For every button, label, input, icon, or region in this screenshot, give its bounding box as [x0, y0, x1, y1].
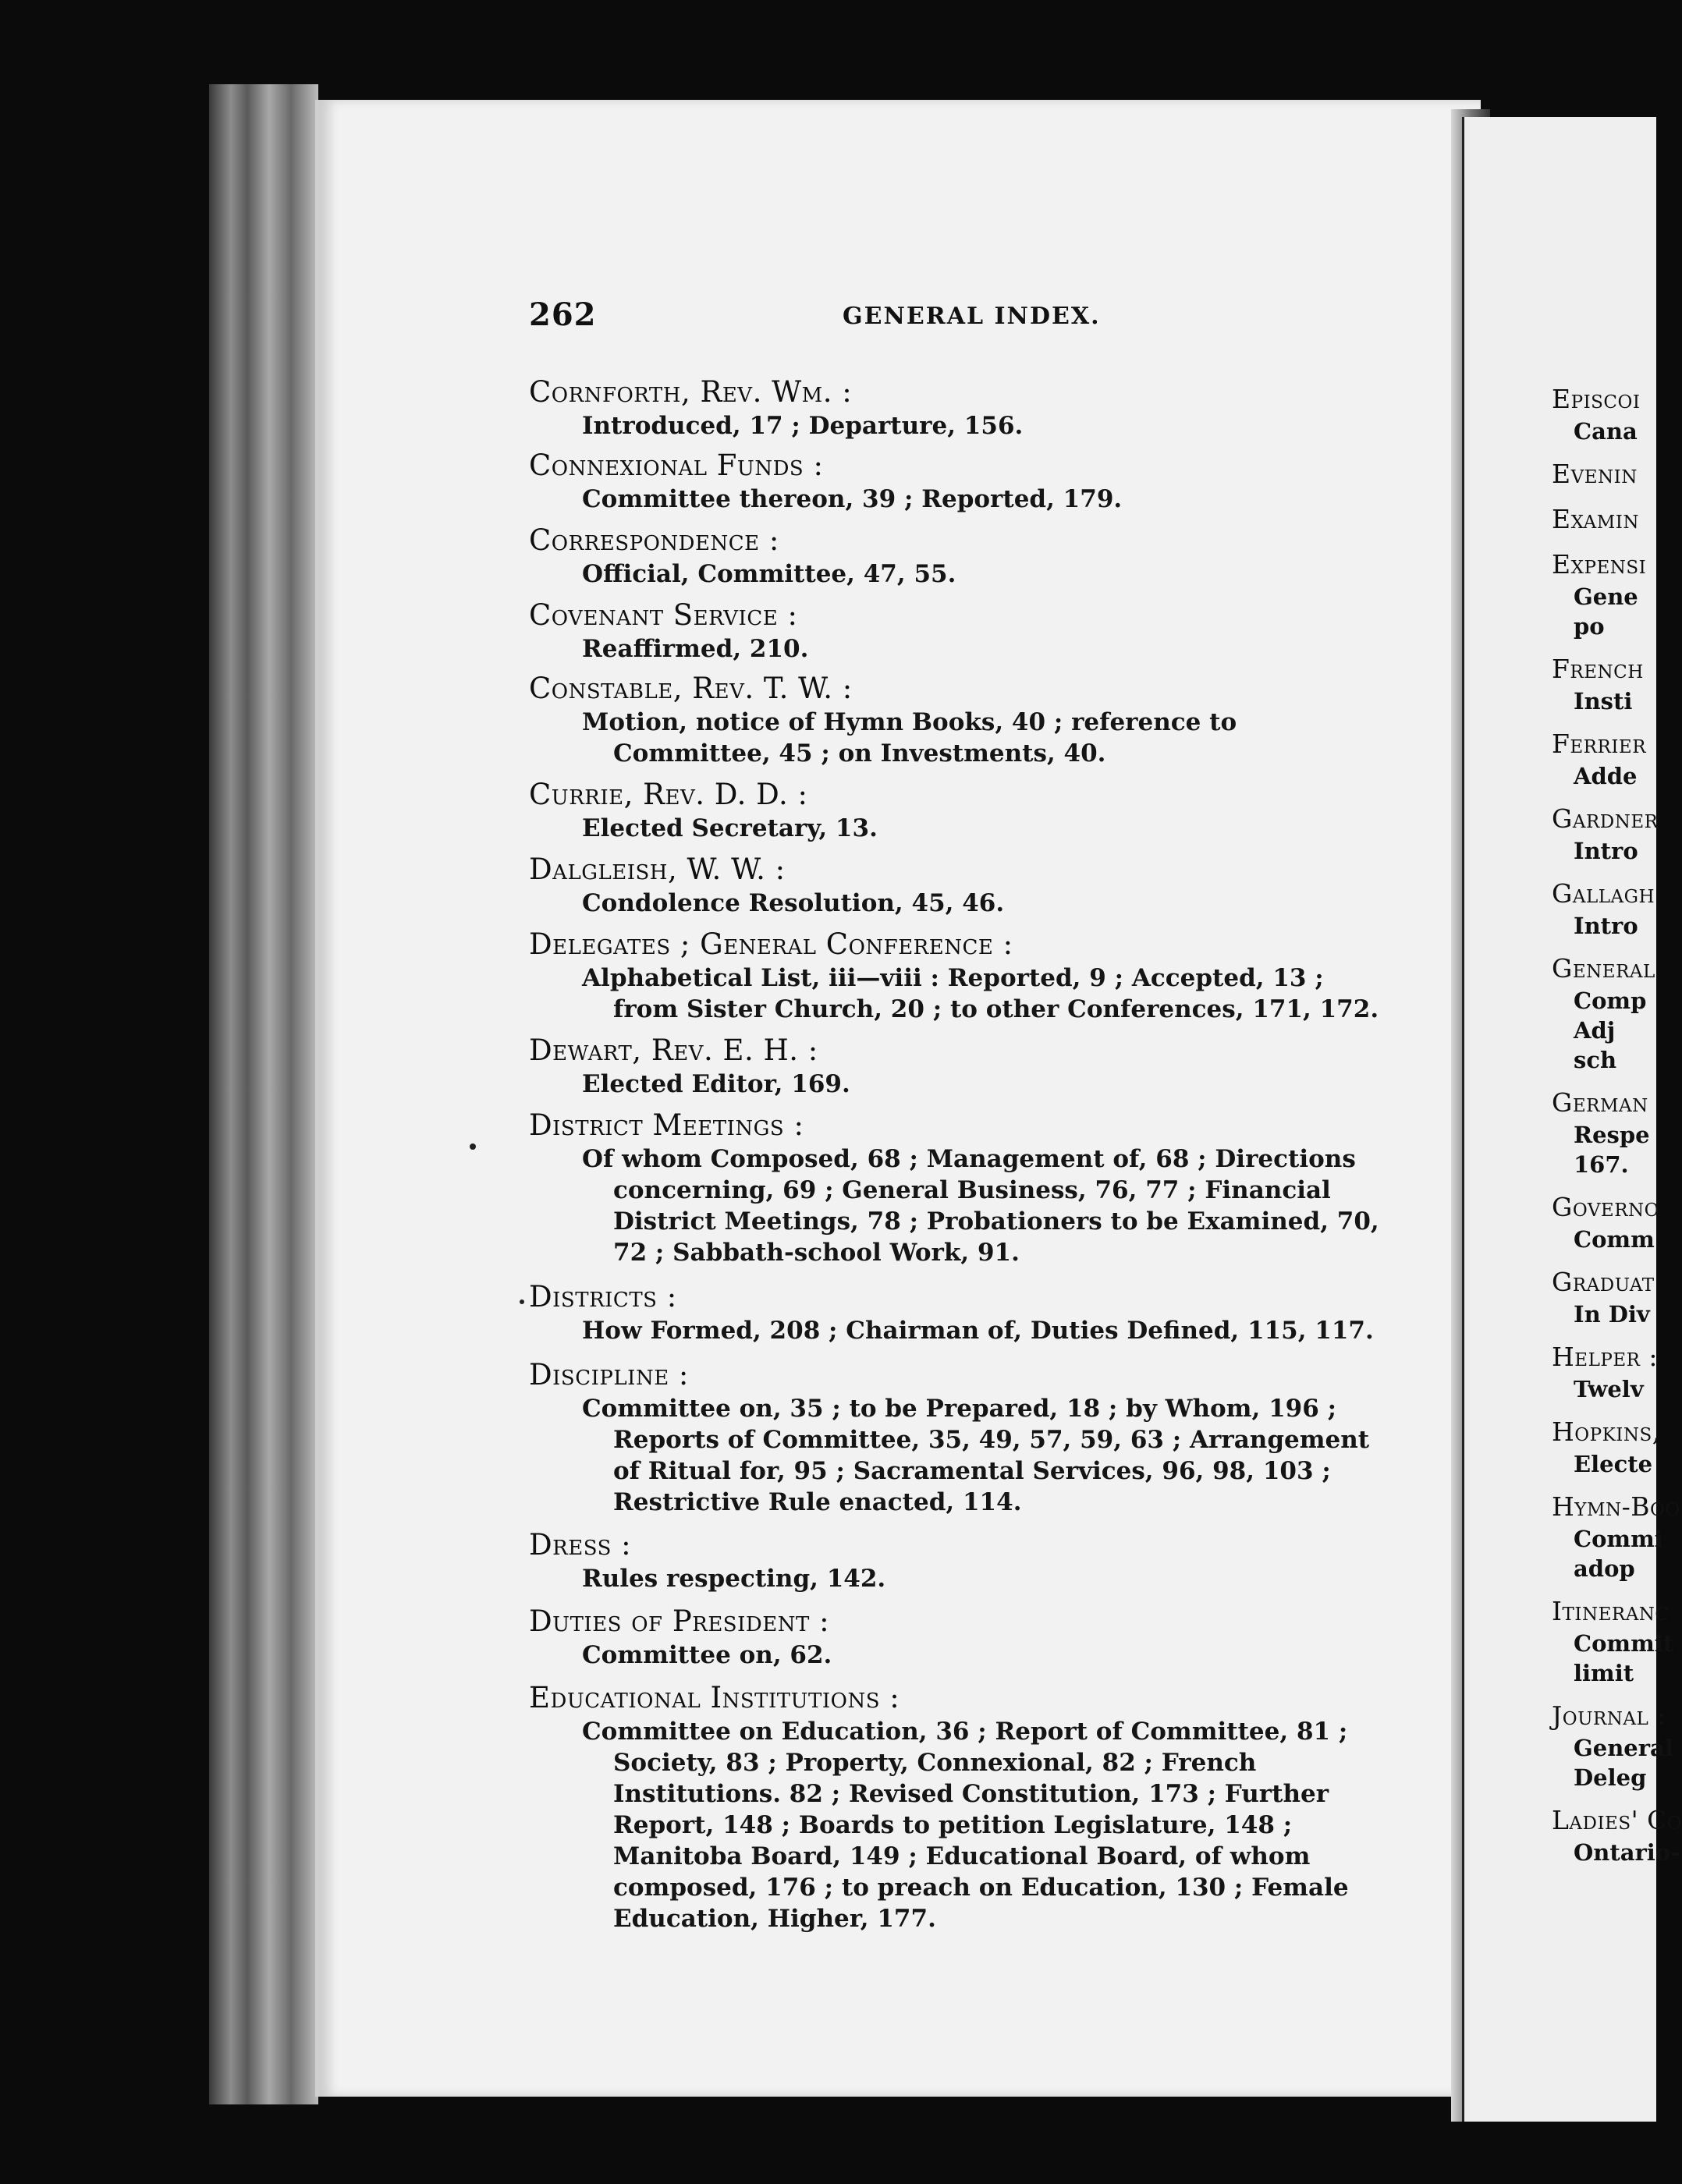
index-entry-heading: Constable, Rev. T. W. :: [529, 672, 853, 705]
index-entry-heading: District Meetings :: [529, 1108, 804, 1142]
index-entry-heading: Delegates ; General Conference :: [529, 927, 1013, 961]
running-head: [529, 296, 1387, 343]
right-index-entry: [1552, 877, 1653, 952]
index-entry: [529, 1033, 1395, 1100]
right-index-entry-heading: Hopkins,: [1552, 1416, 1661, 1447]
index-entry: [529, 1357, 1395, 1518]
right-index-entry-references: Intro: [1574, 838, 1638, 864]
index-entry: [529, 597, 1395, 665]
right-index-entry-references: Comm: [1574, 1226, 1655, 1253]
right-index-entry-heading: Journal :: [1552, 1700, 1666, 1731]
index-entry-references: Motion, notice of Hymn Books, 40 ; reference to Committee, 45 ; on Investments, 40.: [582, 708, 1237, 768]
right-index-entry-heading: Gardner: [1552, 803, 1659, 834]
right-index-entry-heading: Ferrier: [1552, 729, 1647, 759]
book-page-edges: [209, 84, 318, 2104]
index-entry: [529, 448, 1395, 515]
index-entry-references: Committee on, 35 ; to be Prepared, 18 ; by Whom, 196 ; Reports of Committee, 35, 49, 57, 59, 63 ; Arrangement of Ritual for, 95 ; Sacramental Services, 96, 98, 103 ; Restrictive Rule enacted, 114.: [582, 1395, 1370, 1516]
index-entry-heading: Dalgleish, W. W. :: [529, 853, 786, 886]
index-entry: [529, 852, 1395, 919]
right-index-entry: [1552, 1594, 1674, 1699]
index-entry: [529, 671, 1395, 769]
index-entry: [529, 1680, 1395, 1934]
right-index-entry-references: Cana: [1574, 418, 1638, 445]
index-entry: [529, 523, 1395, 590]
right-index-entry-references: Respe: [1574, 1122, 1650, 1148]
right-index-entry-references: Ontario-: [1574, 1839, 1680, 1866]
right-index-entry: [1552, 382, 1653, 457]
right-index-entry: [1552, 548, 1653, 652]
right-index-entry: [1552, 502, 1653, 548]
index-entry-heading: Educational Institutions :: [529, 1681, 900, 1714]
right-index-entry-heading: Episcoi: [1552, 384, 1641, 414]
index-entry-heading: Cornforth, Rev. Wm. :: [529, 375, 853, 409]
index-entry: [529, 927, 1395, 1025]
right-index-entry: [1552, 1190, 1660, 1265]
right-index-entry: [1552, 952, 1653, 1086]
index-entry-references: Alphabetical List, iii—viii : Reported, 9 ; Accepted, 13 ; from Sister Church, 20 ; to other Conferences, 171, 172.: [582, 964, 1379, 1023]
right-index-entry: [1552, 1415, 1661, 1490]
index-entry-references: Official, Committee, 47, 55.: [582, 560, 956, 588]
index-entry: [529, 1279, 1395, 1346]
right-index-entry-references: General: [1574, 1735, 1673, 1761]
index-entry-heading: Discipline :: [529, 1358, 689, 1392]
right-index-entry-heading: Helper :: [1552, 1342, 1659, 1372]
index-entry: [529, 374, 1395, 441]
index-entry-heading: Duties of President :: [529, 1604, 830, 1638]
right-index-entry-references: Intro: [1574, 913, 1638, 939]
index-entry-heading: Dewart, Rev. E. H. :: [529, 1034, 818, 1067]
right-index-entry-references: Commit: [1574, 1630, 1674, 1657]
index-entry-references: Committee thereon, 39 ; Reported, 179.: [582, 485, 1123, 513]
right-index-entry: [1552, 457, 1653, 502]
right-index-entry-references: Twelv: [1574, 1376, 1644, 1402]
index-entry-heading: Districts :: [529, 1280, 677, 1314]
right-page-index-fragments: [1552, 382, 1682, 1878]
page-heading: GENERAL INDEX.: [843, 303, 1101, 330]
index-entry-references: Condolence Resolution, 45, 46.: [582, 889, 1005, 917]
right-index-entry-references: Comp: [1574, 987, 1647, 1014]
right-index-entry-heading: Evenin: [1552, 459, 1638, 489]
right-index-entry: [1552, 1490, 1680, 1594]
right-index-entry-references: Insti: [1574, 688, 1633, 714]
right-index-entry: [1552, 1265, 1653, 1340]
page-number: 262: [529, 296, 597, 333]
right-index-entry: [1552, 727, 1653, 802]
right-index-entry-heading: Hymn-Boo: [1552, 1491, 1680, 1522]
right-index-entry: [1552, 1803, 1682, 1878]
right-index-entry-references: Commi: [1574, 1526, 1663, 1552]
index-entry-heading: Dress :: [529, 1528, 632, 1562]
index-entries: [529, 367, 1395, 1934]
index-entry-references: Reaffirmed, 210.: [582, 635, 809, 663]
right-index-entry-heading: Expensi: [1552, 549, 1647, 580]
index-entry-heading: Currie, Rev. D. D. :: [529, 778, 808, 811]
index-entry-references: Elected Editor, 169.: [582, 1070, 850, 1098]
right-index-entry: [1552, 1340, 1659, 1415]
right-index-entry-heading: Ladies' Co: [1552, 1805, 1682, 1835]
print-speck: [470, 1143, 476, 1150]
right-index-entry-references: po: [1574, 613, 1605, 640]
right-index-entry-references: Adde: [1574, 763, 1638, 789]
right-index-entry: [1552, 1699, 1673, 1803]
right-index-entry-heading: Examin: [1552, 504, 1640, 534]
index-entry-heading: Covenant Service :: [529, 598, 798, 632]
index-entry-references: Committee on Education, 36 ; Report of Committee, 81 ; Society, 83 ; Property, Connexional, 82 ; French Institutions. 82 ; Revised Constitution, 173 ; Further Report, 148 ; Boards to petition Legislature, 148 ; Manitoba Board, 149 ; Educational Board, of whom composed, 176 ; to preach on Education, 130 ; Female Education, Higher, 177.: [582, 1718, 1349, 1933]
right-page: [1462, 117, 1682, 2122]
right-index-entry: [1552, 802, 1659, 877]
right-index-entry-references: In Div: [1574, 1301, 1650, 1328]
right-index-entry-references: limit: [1574, 1660, 1634, 1686]
right-index-entry-heading: Gallagh: [1552, 878, 1655, 909]
right-index-entry: [1552, 1086, 1653, 1190]
index-entry: [529, 1604, 1395, 1671]
right-index-entry-heading: German: [1552, 1087, 1648, 1118]
right-index-entry-references: 167.: [1574, 1151, 1629, 1178]
index-entry-heading: Correspondence :: [529, 523, 779, 557]
index-entry: [529, 1108, 1395, 1268]
right-index-entry-references: Adj: [1574, 1017, 1616, 1044]
index-entry-references: Introduced, 17 ; Departure, 156.: [582, 412, 1024, 440]
right-index-entry-heading: Itineranc: [1552, 1596, 1670, 1626]
right-index-entry-heading: Graduat: [1552, 1267, 1655, 1297]
index-entry-references: How Formed, 208 ; Chairman of, Duties Defined, 115, 117.: [582, 1317, 1374, 1345]
right-index-entry-references: adop: [1574, 1555, 1635, 1582]
index-entry-references: Of whom Composed, 68 ; Management of, 68 ; Directions concerning, 69 ; General Business, 76, 77 ; Financial District Meetings, 78 ; Probationers to be Examined, 70, 72 ; Sabbath-school Work, 91.: [582, 1145, 1379, 1267]
index-entry-heading: Connexional Funds :: [529, 448, 824, 482]
right-index-entry-references: sch: [1574, 1047, 1617, 1073]
right-index-entry-references: Gene: [1574, 583, 1638, 610]
index-entry: [529, 777, 1395, 844]
index-entry: [529, 1527, 1395, 1594]
right-index-entry-heading: Governo: [1552, 1192, 1660, 1222]
index-entry-references: Rules respecting, 142.: [582, 1565, 886, 1593]
right-index-entry-heading: French: [1552, 654, 1644, 684]
index-entry-references: Committee on, 62.: [582, 1641, 832, 1669]
print-speck: [520, 1299, 524, 1304]
right-index-entry: [1552, 652, 1653, 727]
right-index-entry-heading: General: [1552, 953, 1655, 984]
right-index-entry-references: Electe: [1574, 1451, 1653, 1477]
index-entry-references: Elected Secretary, 13.: [582, 814, 878, 842]
right-index-entry-references: Deleg: [1574, 1764, 1647, 1791]
